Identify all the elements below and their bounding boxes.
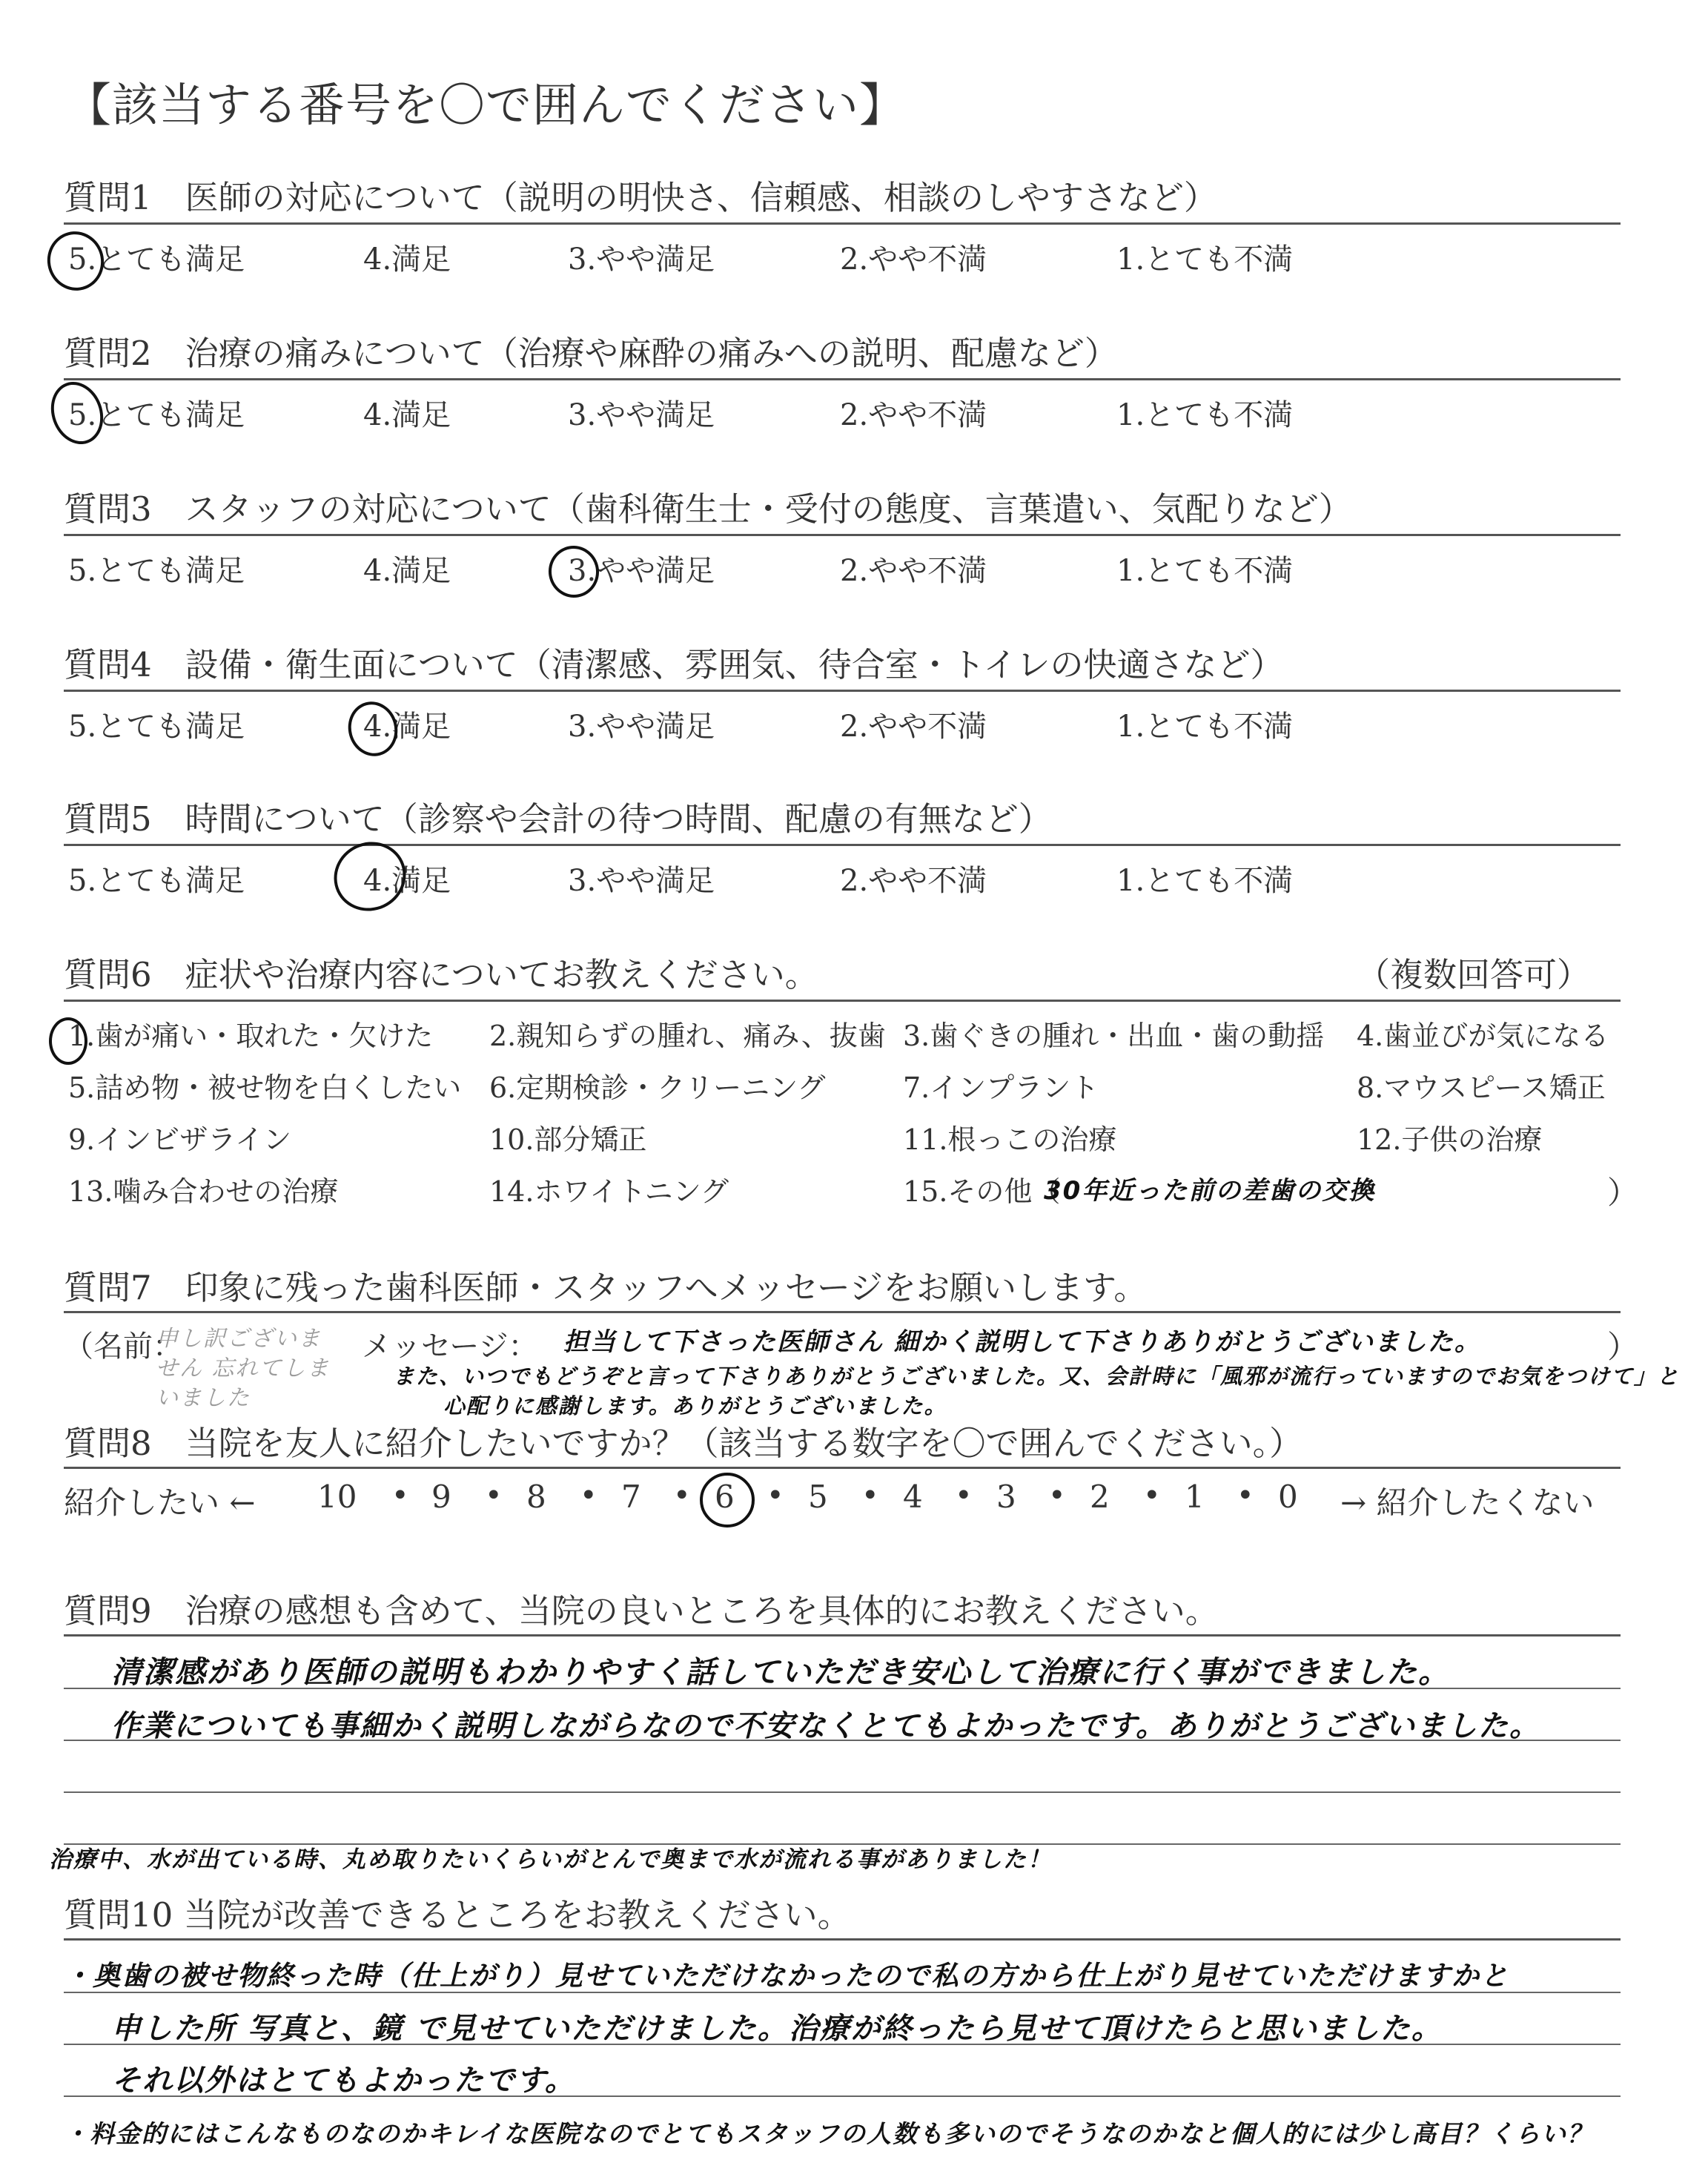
q1-opt-2[interactable]: 2.やや不満 (840, 242, 987, 277)
q5-opt-3[interactable]: 3.やや満足 (568, 864, 715, 898)
q6-opt-3[interactable]: 3.歯ぐきの腫れ・出血・歯の動揺 (903, 1020, 1325, 1052)
q2-opt-2[interactable]: 2.やや不満 (840, 398, 987, 432)
q7-message-line-3: 心配りに感謝します。ありがとうございました。 (443, 1393, 947, 1418)
q8-dot: • (485, 1479, 503, 1513)
q2-selected-circle (42, 374, 111, 452)
q8-scale-5[interactable]: 5 (808, 1479, 828, 1515)
q8-dot: • (1237, 1479, 1254, 1513)
q8-dot: • (955, 1479, 973, 1513)
q9-rule (64, 1634, 1621, 1636)
q8-dot: • (1143, 1479, 1161, 1513)
q10-answer-line-2: 申した所 写真と、鏡 で見せていただけました。治療が終ったら見せて頂けたらと思いました。 (111, 2012, 1443, 2046)
q7-message-label: メッセージ： (362, 1330, 538, 1364)
q1-rule (64, 222, 1621, 225)
q8-right-label: → 紹介したくない (1340, 1484, 1595, 1521)
q8-scale-8[interactable]: 8 (526, 1479, 546, 1515)
q6-opt-11[interactable]: 11.根っこの治療 (903, 1123, 1117, 1156)
q6-title: 質問6 症状や治療内容についてお教えください。 (64, 955, 818, 994)
q8-scale-1[interactable]: 1 (1185, 1479, 1205, 1515)
q4-opt-5[interactable]: 5.とても満足 (68, 710, 245, 744)
q4-title: 質問4 設備・衛生面について（清潔感、雰囲気、待合室・トイレの快適さなど） (64, 645, 1284, 684)
q6-opt-4[interactable]: 4.歯並びが気になる (1357, 1020, 1609, 1052)
q6-opt-14[interactable]: 14.ホワイトニング (489, 1175, 729, 1208)
q3-opt-1[interactable]: 1.とても不満 (1116, 554, 1294, 588)
q6-note: （複数回答可） (1357, 955, 1591, 994)
q8-scale-4[interactable]: 4 (903, 1479, 923, 1515)
q8-dot: • (391, 1479, 409, 1513)
q6-opt-10[interactable]: 10.部分矯正 (489, 1123, 647, 1156)
q7-message-line-2: また、いつでもどうぞと言って下さりありがとうございました。又、会計時に「風邪が流行っていますのでお気をつけて」と (393, 1364, 1681, 1389)
q1-opt-5[interactable]: 5.とても満足 (68, 242, 245, 277)
q8-scale-2[interactable]: 2 (1090, 1479, 1110, 1515)
q3-opt-2[interactable]: 2.やや不満 (840, 554, 987, 588)
q6-opt-12[interactable]: 12.子供の治療 (1357, 1123, 1543, 1156)
q10-title: 質問10 当院が改善できるところをお教えください。 (64, 1895, 851, 1935)
q9-answer-line-2: 作業についても事細かく説明しながらなので不安なくとてもよかったです。ありがとうございました。 (111, 1709, 1540, 1743)
q3-opt-5[interactable]: 5.とても満足 (68, 554, 245, 588)
q2-opt-3[interactable]: 3.やや満足 (568, 398, 715, 432)
q6-other-handwritten: 30年近った前の差歯の交換 (1044, 1176, 1376, 1206)
q3-title: 質問3 スタッフの対応について（歯科衛生士・受付の態度、言葉遣い、気配りなど） (64, 489, 1352, 529)
q8-title: 質問8 当院を友人に紹介したいですか？（該当する数字を〇で囲んでください。） (64, 1424, 1303, 1463)
q5-opt-4[interactable]: 4.満足 (363, 864, 451, 898)
q4-opt-2[interactable]: 2.やや不満 (840, 710, 987, 744)
q2-opt-4[interactable]: 4.満足 (363, 398, 451, 432)
q8-scale-3[interactable]: 3 (996, 1479, 1016, 1515)
q5-opt-1[interactable]: 1.とても不満 (1116, 864, 1294, 898)
q4-opt-3[interactable]: 3.やや満足 (568, 710, 715, 744)
q2-title: 質問2 治療の痛みについて（治療や麻酔の痛みへの説明、配慮など） (64, 334, 1118, 373)
q1-title: 質問1 医師の対応について（説明の明快さ、信頼感、相談のしやすさなど） (64, 178, 1217, 217)
q1-opt-3[interactable]: 3.やや満足 (568, 242, 715, 277)
q6-opt-6[interactable]: 6.定期検診・クリーニング (489, 1071, 826, 1104)
q2-opt-5[interactable]: 5.とても満足 (68, 398, 245, 432)
q8-left-label: 紹介したい ← (64, 1484, 256, 1521)
q10-answer-line-4: ・料金的にはこんなものなのかキレイな医院なのでとてもスタッフの人数も多いのでそうなのかなと個人的には少し高目？くらい？ (64, 2119, 1594, 2148)
q7-rule (64, 1311, 1621, 1313)
q8-scale-7[interactable]: 7 (621, 1479, 641, 1515)
q3-rule (64, 534, 1621, 536)
q9-writing-line (64, 1791, 1621, 1793)
q1-opt-4[interactable]: 4.満足 (363, 242, 451, 277)
q9-title: 質問9 治療の感想も含めて、当院の良いところを具体的にお教えください。 (64, 1591, 1219, 1631)
q3-opt-3[interactable]: 3.やや満足 (568, 554, 715, 588)
q6-opt-8[interactable]: 8.マウスピース矯正 (1357, 1071, 1606, 1104)
q7-name-label: （名前： (64, 1330, 182, 1364)
q8-dot: • (580, 1479, 598, 1513)
q4-rule (64, 690, 1621, 692)
q6-opt-7[interactable]: 7.インプラント (903, 1071, 1099, 1104)
q10-answer-line-1: ・奥歯の被せ物終った時（仕上がり）見せていただけなかったので私の方から仕上がり見せていただけますかと (64, 1960, 1509, 1992)
q9-answer-line-1: 清潔感があり医師の説明もわかりやすく話していただき安心して治療に行く事ができました。 (111, 1654, 1450, 1690)
q7-message-line-1: 担当して下さった医師さん 細かく説明して下さりありがとうございました。 (563, 1327, 1481, 1357)
q8-dot: • (1048, 1479, 1066, 1513)
q5-title: 質問5 時間について（診察や会計の待つ時間、配慮の有無など） (64, 799, 1052, 839)
q8-scale-10[interactable]: 10 (317, 1479, 357, 1515)
q10-rule (64, 1938, 1621, 1941)
q1-opt-1[interactable]: 1.とても不満 (1116, 242, 1294, 277)
q7-name-text: 申し訳ございません 忘れてしまいました (156, 1326, 331, 1411)
q6-opt-9[interactable]: 9.インビザライン (68, 1123, 292, 1156)
q10-answer-line-3: それ以外はとてもよかったです。 (111, 2064, 576, 2098)
q8-scale-0[interactable]: 0 (1278, 1479, 1298, 1515)
q4-opt-4[interactable]: 4.満足 (363, 710, 451, 744)
q2-rule (64, 378, 1621, 380)
q6-opt-15[interactable]: 15.その他（ (903, 1175, 1061, 1208)
q4-opt-1[interactable]: 1.とても不満 (1116, 710, 1294, 744)
q5-opt-5[interactable]: 5.とても満足 (68, 864, 245, 898)
q10-pre-note: 治療中、水が出ている時、丸め取りたいくらいがとんで奥まで水が流れる事がありました！ (49, 1846, 1052, 1873)
q7-title: 質問7 印象に残った歯科医師・スタッフへメッセージをお願いします。 (64, 1268, 1148, 1307)
q3-opt-4[interactable]: 4.満足 (363, 554, 451, 588)
q6-rule (64, 1000, 1621, 1002)
q7-close-paren: ） (1607, 1329, 1639, 1365)
q6-opt-2[interactable]: 2.親知らずの腫れ、痛み、抜歯 (489, 1020, 886, 1052)
q8-dot: • (861, 1479, 879, 1513)
q2-opt-1[interactable]: 1.とても不満 (1116, 398, 1294, 432)
form-title: 【該当する番号を〇で囲んでください】 (65, 78, 907, 132)
q6-opt-13[interactable]: 13.噛み合わせの治療 (68, 1175, 339, 1208)
q8-dot: • (673, 1479, 691, 1513)
q6-opt-5[interactable]: 5.詰め物・被せ物を白くしたい (68, 1071, 462, 1104)
q8-dot: • (767, 1479, 784, 1513)
q8-scale-6[interactable]: 6 (715, 1479, 735, 1515)
q8-rule (64, 1467, 1621, 1469)
q8-selected-circle (700, 1473, 755, 1527)
q8-scale-9[interactable]: 9 (431, 1479, 451, 1515)
q6-other-close-paren: ） (1607, 1175, 1639, 1211)
q5-rule (64, 844, 1621, 846)
q6-opt-1[interactable]: 1.歯が痛い・取れた・欠けた (68, 1020, 434, 1052)
q6-selected-circle (49, 1017, 87, 1065)
q5-opt-2[interactable]: 2.やや不満 (840, 864, 987, 898)
